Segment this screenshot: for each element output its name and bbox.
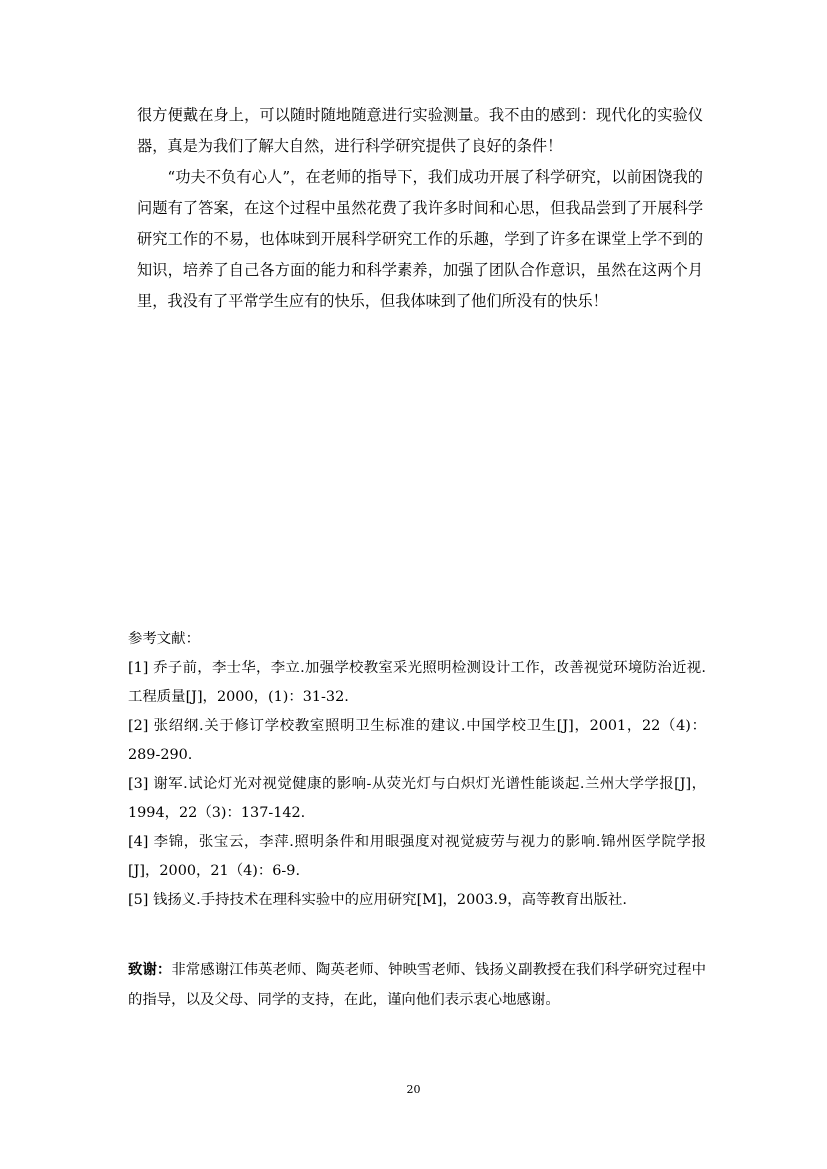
reference-item: [3] 谢军.试论灯光对视觉健康的影响-从荧光灯与白炽灯光谱性能谈起.兰州大学学报[J]，1994，22（3)：137-142. — [128, 776, 706, 821]
body-text — [137, 100, 703, 317]
references-section — [128, 625, 706, 915]
reference-item: [4] 李锦，张宝云，李萍.照明条件和用眼强度对视觉疲劳与视力的影响.锦州医学院学报[J]，2000，21（4)：6-9. — [128, 834, 706, 879]
acknowledgement-label: 致谢： — [128, 961, 172, 978]
page-number: 20 — [406, 1083, 421, 1096]
references-list — [128, 654, 706, 915]
body-paragraph: 很方便戴在身上，可以随时随地随意进行实验测量。我不由的感到：现代化的实验仪器，真是为我们了解大自然，进行科学研究提供了良好的条件！ — [137, 106, 703, 155]
body-paragraph: “功夫不负有心人”，在老师的指导下，我们成功开展了科学研究，以前困饶我的问题有了答案，在这个过程中虽然花费了我许多时间和心思，但我品尝到了开展科学研究工作的不易，也体味到开展科学研究工作的乐趣，学到了许多在课堂上学不到的知识，培养了自己各方面的能力和科学素养，加强了团队合作意识，虽然在这两个月里，我没有了平常学生应有的快乐，但我体味到了他们所没有的快乐！ — [137, 168, 703, 310]
reference-item: [5] 钱扬义.手持技术在理科实验中的应用研究[M]，2003.9，高等教育出版社. — [128, 892, 627, 908]
acknowledgement-section — [128, 955, 706, 1015]
acknowledgement-paragraph — [128, 955, 706, 1015]
references-heading: 参考文献： — [128, 631, 200, 647]
acknowledgement-text: 非常感谢江伟英老师、陶英老师、钟映雪老师、钱扬义副教授在我们科学研究过程中的指导，以及父母、同学的支持，在此，谨向他们表示衷心地感谢。 — [128, 962, 706, 1008]
reference-item: [2] 张绍纲.关于修订学校教室照明卫生标准的建议.中国学校卫生[J]，2001，22（4)：289-290. — [128, 718, 706, 763]
reference-item: [1] 乔子前，李士华，李立.加强学校教室采光照明检测设计工作，改善视觉环境防治近视.工程质量[J]，2000，(1)：31-32. — [128, 660, 706, 705]
